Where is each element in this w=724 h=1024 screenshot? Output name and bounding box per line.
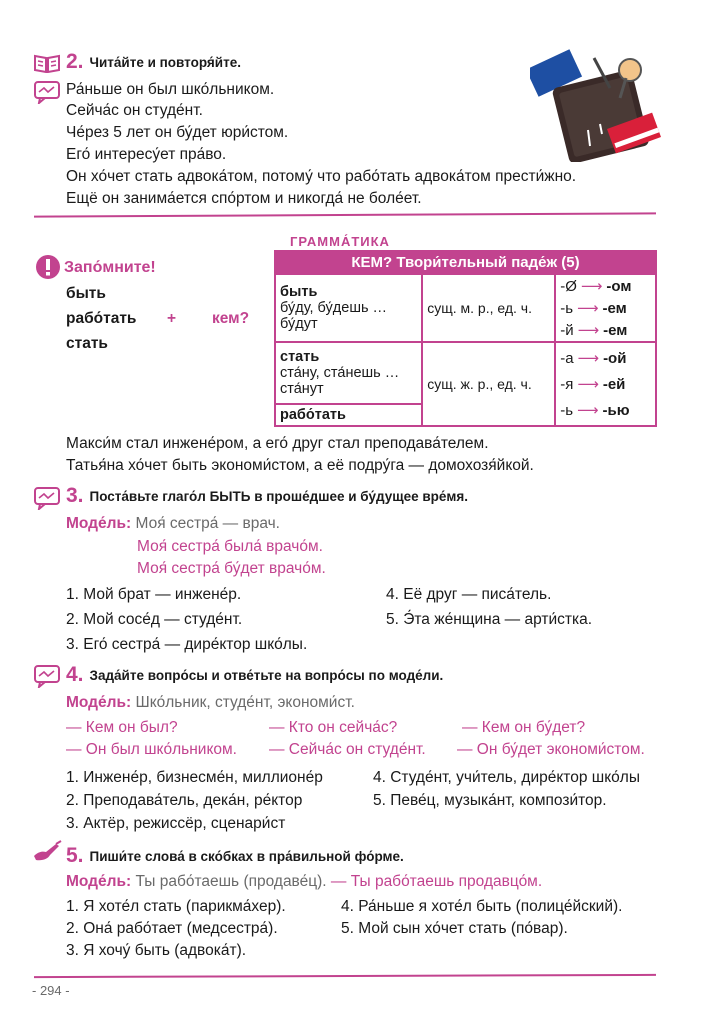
cell-stat (275, 342, 422, 404)
exercise-title: Зада́йте вопро́сы и отве́тьте на вопро́сы по моде́ли. (89, 667, 444, 683)
list-item: 4. Ра́ньше я хоте́л быть (полице́йский). (341, 898, 623, 915)
text-line: Че́рез 5 лет он бу́дет юри́стом. (66, 124, 289, 141)
cell-endings-fem (555, 342, 656, 426)
model-line (66, 871, 542, 892)
arrow-right-icon: ⟶ (577, 350, 600, 367)
writing-hand-icon (32, 840, 62, 869)
kem-question: кем? (212, 310, 250, 327)
cell-byt-forms-1: бу́ду, бу́дешь … (280, 300, 388, 316)
exercise-number: 5. (66, 844, 84, 867)
cell-stat-forms-2: ста́нут (280, 381, 324, 397)
ending-to: -ей (602, 375, 626, 393)
verb-byt: быть (66, 285, 106, 302)
ending-from: -ь (560, 299, 574, 317)
book-icon (33, 53, 61, 78)
ending-row (560, 371, 651, 397)
exercise-title: Пиши́те слова́ в ско́бках в пра́вильной фо́рме. (89, 848, 404, 864)
cell-endings-masc (555, 274, 656, 342)
model-answer: — Он был шко́льником. (66, 741, 237, 758)
list-item: 5. Певе́ц, музыка́нт, компози́тор. (373, 792, 607, 809)
cell-byt-head: быть (280, 284, 318, 300)
list-item: 5. Э́та же́нщина — арти́стка. (386, 611, 593, 628)
model-text: Шко́льник, студе́нт, экономи́ст. (135, 694, 355, 711)
list-item: 3. Актёр, режиссёр, сценари́ст (66, 815, 286, 832)
model-answer: — Ты рабо́таешь продавцо́м. (330, 873, 543, 890)
cell-byt (275, 274, 422, 342)
arrow-right-icon: ⟶ (577, 402, 599, 419)
grammar-example: Макси́м стал инжене́ром, а его́ друг стал преподава́телем. (66, 435, 489, 452)
ending-row (560, 345, 651, 371)
ending-from: -ь (560, 401, 574, 419)
model-answer: — Он бу́дет экономи́стом. (457, 741, 645, 758)
verb-rabotat: рабо́тать (66, 310, 137, 327)
list-item: 4. Её друг — писа́тель. (386, 586, 552, 603)
table-title: КЕМ? Твори́тельный паде́ж (5) (275, 251, 656, 274)
ending-from: -Ø (560, 277, 577, 295)
list-item: 3. Я хочу́ быть (адвока́т). (66, 942, 247, 959)
footer-divider (34, 974, 656, 978)
ending-to: -ом (606, 277, 632, 295)
list-item: 3. Его́ сестра́ — дире́ктор шко́лы. (66, 636, 308, 653)
arrow-right-icon: ⟶ (577, 300, 599, 317)
model-label: Моде́ль: (66, 515, 132, 532)
model-label: Моде́ль: (66, 873, 132, 890)
model-answer: Моя́ сестра́ была́ врачо́м. (137, 538, 323, 555)
model-answer: — Сейча́с он студе́нт. (269, 741, 426, 758)
speech-bubble-icon (33, 486, 61, 515)
exercise-title: Поста́вьте глаго́л БЫТЬ в проше́дшее и бу́дущее вре́мя. (89, 488, 469, 504)
cell-masc: сущ. м. р., ед. ч. (422, 274, 555, 342)
list-item: 1. Я хоте́л стать (парикма́хер). (66, 898, 286, 915)
list-item: 1. Мой брат — инжене́р. (66, 586, 242, 603)
list-item: 2. Она́ рабо́тает (медсестра́). (66, 920, 278, 937)
plus-sign: + (167, 310, 177, 327)
model-question: — Кем он бу́дет? (462, 719, 586, 736)
ending-to: -ой (603, 349, 627, 367)
ending-row (560, 297, 651, 319)
model-text: Моя́ сестра́ — врач. (135, 515, 280, 532)
exercise-number: 3. (66, 484, 84, 507)
exclamation-icon (35, 254, 61, 285)
ending-row (560, 275, 651, 297)
grammar-example: Татья́на хо́чет быть экономи́стом, а её подру́га — домохозя́йкой. (66, 457, 534, 474)
exercise-3-header (66, 484, 468, 508)
cell-stat-forms-1: ста́ну, ста́нешь … (280, 365, 400, 381)
arrow-right-icon: ⟶ (577, 376, 599, 393)
model-line (66, 513, 280, 534)
speech-bubble-icon (33, 664, 61, 693)
model-label: Моде́ль: (66, 694, 132, 711)
cell-fem: сущ. ж. р., ед. ч. (422, 342, 555, 426)
verb-stat: стать (66, 335, 108, 352)
list-item: 1. Инжене́р, бизнесме́н, миллионе́р (66, 769, 323, 786)
model-line (66, 692, 355, 713)
exercise-title: Чита́йте и повторя́йте. (89, 54, 241, 70)
exercise-4-header (66, 663, 443, 687)
exercise-5-header (66, 844, 404, 868)
model-answer: Моя́ сестра́ бу́дет врачо́м. (137, 560, 326, 577)
ending-to: -ем (603, 321, 628, 339)
grammar-label: ГРАММА́ТИКА (290, 234, 390, 249)
ending-row (560, 319, 651, 341)
ending-to: -ем (602, 299, 627, 317)
list-item: 5. Мой сын хо́чет стать (по́вар). (341, 920, 568, 937)
list-item: 2. Преподава́тель, дека́н, ре́ктор (66, 792, 303, 809)
ending-to: -ью (602, 401, 630, 419)
exercise-number: 4. (66, 663, 84, 686)
ending-from: -я (560, 375, 574, 393)
text-line: Он хо́чет стать адвока́том, потому́ что рабо́тать адвока́том прести́жно. (66, 168, 577, 185)
remember-label: Запо́мните! (64, 259, 156, 276)
text-line: Его́ интересу́ет пра́во. (66, 146, 227, 163)
ending-row (560, 397, 651, 423)
page-number: - 294 - (32, 983, 70, 998)
ending-from: -а (560, 349, 574, 367)
cell-byt-forms-2: бу́дут (280, 316, 318, 332)
exercise-2-header (66, 50, 241, 74)
model-text: Ты рабо́таешь (продаве́ц). (135, 873, 327, 890)
section-divider (34, 212, 656, 217)
text-line: Ещё он занима́ется спо́ртом и никогда́ не боле́ет. (66, 190, 422, 207)
exercise-number: 2. (66, 50, 84, 73)
chalkboard-books-illustration (530, 38, 670, 167)
text-line: Сейча́с он студе́нт. (66, 102, 203, 119)
cell-stat-head: стать (280, 349, 320, 365)
list-item: 4. Студе́нт, учи́тель, дире́ктор шко́лы (373, 769, 640, 786)
model-question: — Кем он был? (66, 719, 178, 736)
model-question: — Кто он сейча́с? (269, 719, 398, 736)
list-item: 2. Мой сосе́д — студе́нт. (66, 611, 243, 628)
text-line: Ра́ньше он был шко́льником. (66, 81, 275, 98)
cell-rabotat: рабо́тать (275, 404, 422, 426)
grammar-table (274, 250, 657, 427)
ending-from: -й (560, 321, 574, 339)
arrow-right-icon: ⟶ (577, 322, 600, 339)
speech-bubble-icon (33, 80, 61, 109)
arrow-right-icon: ⟶ (580, 278, 603, 295)
